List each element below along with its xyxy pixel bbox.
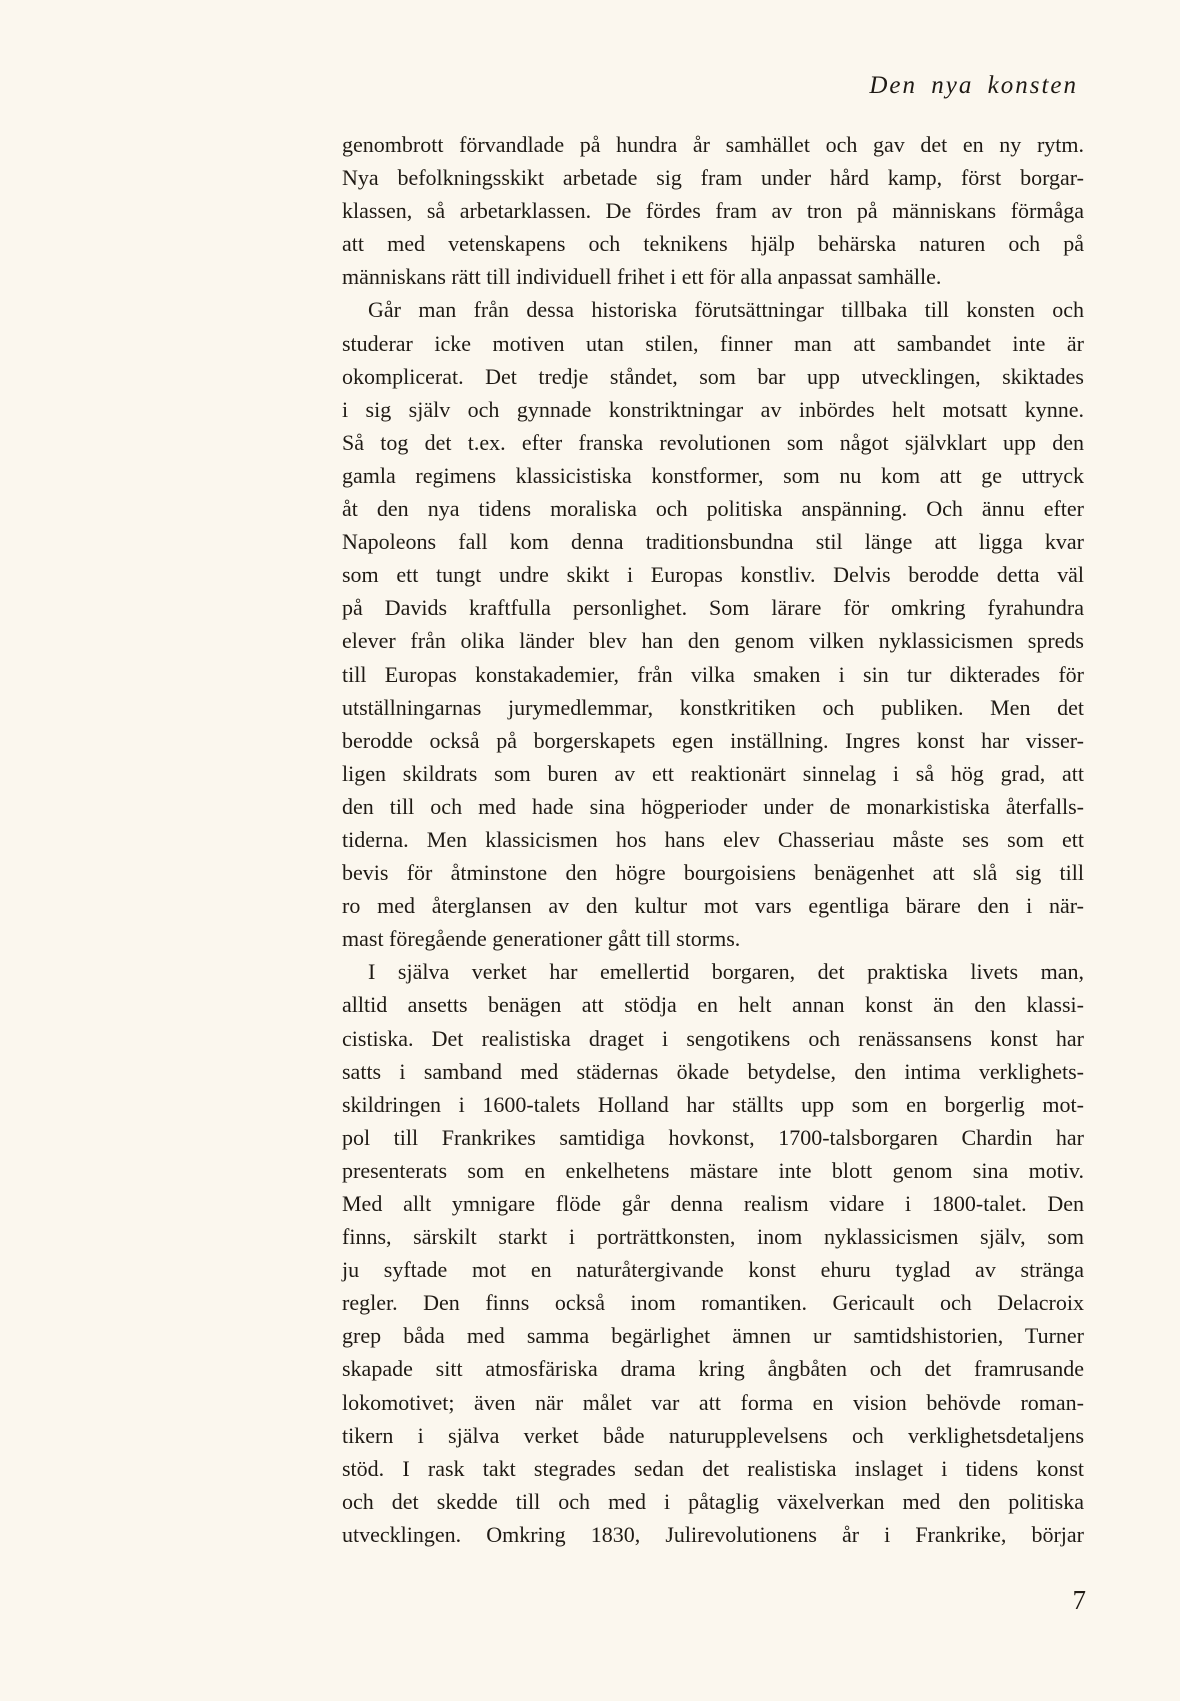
text-line: Med allt ymnigare flöde går denna realism vidare i 1800-talet. Den bbox=[342, 1191, 1084, 1216]
text-line: ju syftade mot en naturåtergivande konst ehuru tyglad av stränga bbox=[342, 1257, 1084, 1283]
text-line: stöd. I rask takt stegrades sedan det realistiska inslaget i tidens konst bbox=[342, 1455, 1084, 1481]
text-line: Går man från dessa historiska förutsättningar tillbaka till konsten och bbox=[368, 297, 1084, 323]
text-line: Napoleons fall kom denna traditionsbundna stil länge att ligga kvar bbox=[342, 529, 1084, 555]
text-line: elever från olika länder blev han den genom vilken nyklassicismen spreds bbox=[342, 628, 1084, 654]
text-line: studerar icke motiven utan stilen, finner man att sambandet inte är bbox=[342, 330, 1084, 356]
text-line: grep båda med samma begärlighet ämnen ur samtidshistorien, Turner bbox=[342, 1323, 1084, 1349]
text-line: utvecklingen. Omkring 1830, Julirevolutionens år i Frankrike, börjar bbox=[342, 1521, 1084, 1547]
body-text bbox=[342, 128, 1084, 1551]
text-line: skildringen i 1600-talets Holland har ställts upp som en borgerlig mot- bbox=[342, 1091, 1084, 1117]
text-line: presenterats som en enkelhetens mästare inte blott genom sina motiv. bbox=[342, 1157, 1084, 1183]
text-line: I själva verket har emellertid borgaren, det praktiska livets man, bbox=[368, 959, 1084, 985]
text-line: och det skedde till och med i påtaglig växelverkan med den politiska bbox=[342, 1488, 1084, 1514]
text-line: ligen skildrats som buren av ett reaktionärt sinnelag i så hög grad, att bbox=[342, 760, 1084, 786]
text-line: berodde också på borgerskapets egen inställning. Ingres konst har visser- bbox=[342, 727, 1084, 753]
text-line: skapade sitt atmosfäriska drama kring ångbåten och det framrusande bbox=[342, 1356, 1084, 1382]
text-line: gamla regimens klassicistiska konstformer, som nu kom att ge uttryck bbox=[342, 462, 1084, 488]
text-line: människans rätt till individuell frihet i ett för alla anpassat samhälle. bbox=[342, 264, 942, 290]
text-line: till Europas konstakademier, från vilka smaken i sin tur dikterades för bbox=[342, 661, 1084, 687]
text-line: pol till Frankrikes samtidiga hovkonst, 1700-talsborgaren Chardin har bbox=[342, 1124, 1084, 1150]
page-number: 7 bbox=[1072, 1585, 1086, 1615]
text-line: tiderna. Men klassicismen hos hans elev Chasseriau måste ses som ett bbox=[342, 826, 1084, 852]
text-line: Så tog det t.ex. efter franska revolutionen som något självklart upp den bbox=[342, 429, 1084, 455]
text-line: att med vetenskapens och teknikens hjälp behärska naturen och på bbox=[342, 231, 1084, 257]
text-line: cistiska. Det realistiska draget i sengotikens och renässansens konst har bbox=[342, 1025, 1084, 1051]
text-line: bevis för åtminstone den högre bourgoisiens benägenhet att slå sig till bbox=[342, 860, 1084, 886]
text-line: Nya befolkningsskikt arbetade sig fram under hård kamp, först borgar- bbox=[342, 165, 1084, 191]
text-line: satts i samband med städernas ökade betydelse, den intima verklighets- bbox=[342, 1058, 1084, 1084]
text-line: ro med återglansen av den kultur mot vars egentliga bärare den i när- bbox=[342, 893, 1084, 919]
text-line: okomplicerat. Det tredje ståndet, som bar upp utvecklingen, skiktades bbox=[342, 363, 1084, 389]
running-title: Den nya konsten bbox=[869, 72, 1078, 99]
text-line: klassen, så arbetarklassen. De fördes fram av tron på människans förmåga bbox=[342, 198, 1084, 224]
text-line: utställningarnas jurymedlemmar, konstkritiken och publiken. Men det bbox=[342, 694, 1084, 720]
text-line: den till och med hade sina högperioder under de monarkistiska återfalls- bbox=[342, 793, 1084, 819]
text-line: regler. Den finns också inom romantiken. Gericault och Delacroix bbox=[342, 1290, 1084, 1316]
text-line: lokomotivet; även när målet var att forma en vision behövde roman- bbox=[342, 1389, 1084, 1415]
text-line: finns, särskilt starkt i porträttkonsten, inom nyklassicismen själv, som bbox=[342, 1224, 1084, 1250]
text-line: som ett tungt undre skikt i Europas konstliv. Delvis berodde detta väl bbox=[342, 562, 1084, 588]
text-line: alltid ansetts benägen att stödja en helt annan konst än den klassi- bbox=[342, 992, 1084, 1018]
text-line: genombrott förvandlade på hundra år samhället och gav det en ny rytm. bbox=[342, 132, 1084, 157]
text-line: åt den nya tidens moraliska och politiska anspänning. Och ännu efter bbox=[342, 496, 1084, 522]
text-line: mast föregående generationer gått till storms. bbox=[342, 926, 741, 952]
text-line: på Davids kraftfulla personlighet. Som lärare för omkring fyrahundra bbox=[342, 595, 1084, 621]
text-line: i sig själv och gynnade konstriktningar av inbördes helt motsatt kynne. bbox=[342, 396, 1084, 422]
text-line: tikern i själva verket både naturupplevelsens och verklighetsdetaljens bbox=[342, 1422, 1084, 1448]
